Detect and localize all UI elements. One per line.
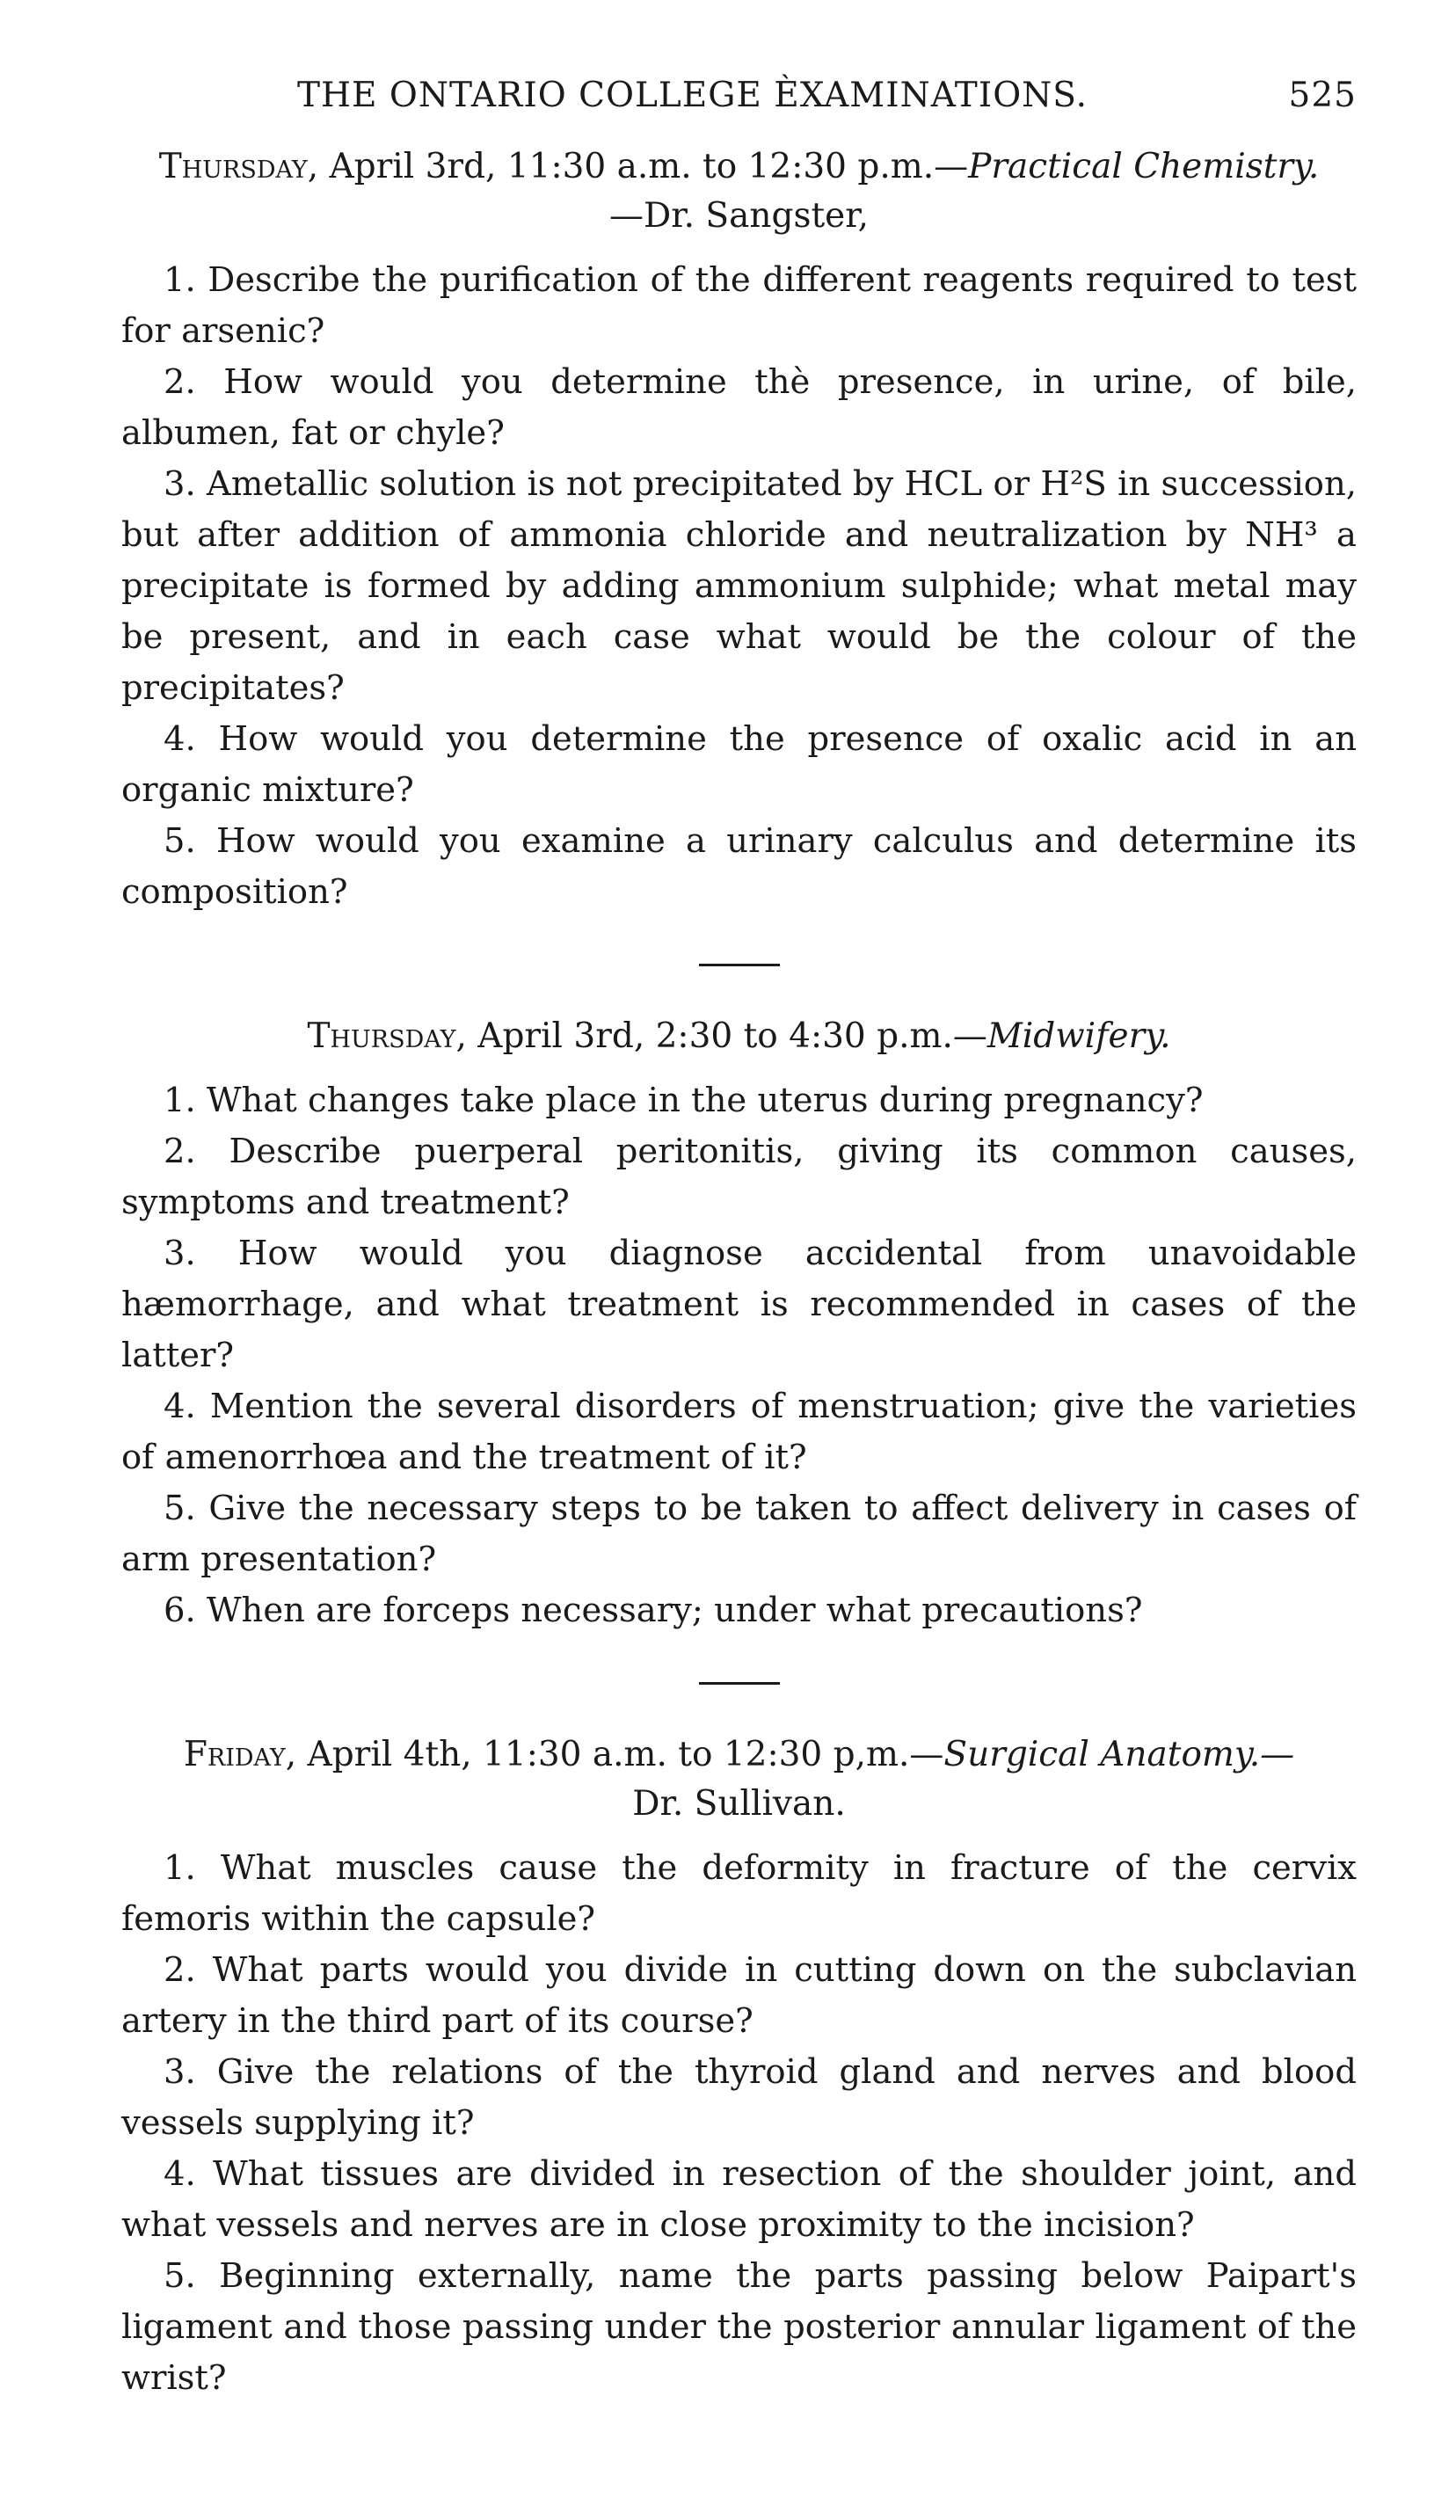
question-item: 2. Describe puerperal peritonitis, giving its common causes, symptoms and treatment? bbox=[121, 1132, 1357, 1222]
section-heading bbox=[121, 142, 1357, 241]
document-page bbox=[121, 70, 1357, 2404]
section-examiner: —Dr. Sangster, bbox=[609, 196, 869, 236]
question-item: 4. Mention the several disorders of menstruation; give the varieties of amenorrhœa and the treatment of it? bbox=[121, 1387, 1357, 1477]
section-day: Friday, bbox=[183, 1735, 297, 1774]
exam-section-practical-chemistry bbox=[121, 142, 1357, 918]
question-item: 6. When are forceps necessary; under what precautions? bbox=[164, 1591, 1143, 1630]
section-heading bbox=[121, 1730, 1357, 1829]
running-header bbox=[121, 70, 1357, 132]
section-subject: Surgical Anatomy.— bbox=[943, 1735, 1295, 1774]
section-subject: Practical Chemistry. bbox=[968, 147, 1320, 186]
section-date-time: April 4th, 11:30 a.m. to 12:30 p,m.— bbox=[296, 1735, 944, 1774]
section-day: Thursday, bbox=[158, 147, 319, 186]
question-item: 4. How would you determine the presence of oxalic acid in an organic mixture? bbox=[121, 719, 1357, 810]
section-subject: Midwifery. bbox=[986, 1016, 1171, 1056]
section-date-time: April 3rd, 2:30 to 4:30 p.m.— bbox=[466, 1016, 987, 1056]
question-item: 5. How would you examine a urinary calculus and determine its composition? bbox=[121, 821, 1357, 912]
question-item: 1. Describe the purification of the different reagents required to test for arsenic? bbox=[121, 260, 1357, 351]
section-examiner: Dr. Sullivan. bbox=[632, 1784, 846, 1824]
section-divider bbox=[699, 1682, 780, 1685]
section-day: Thursday, bbox=[307, 1016, 467, 1056]
page-number: 525 bbox=[1288, 76, 1357, 115]
question-item: 2. What parts would you divide in cutting down on the subclavian artery in the third part of its course? bbox=[121, 1950, 1357, 2041]
question-item: 5. Beginning externally, name the parts passing below Paipart's ligament and those passing under the posterior annular ligament of the wrist? bbox=[121, 2256, 1357, 2398]
question-item: 4. What tissues are divided in resection of the shoulder joint, and what vessels and nerves are in close proximity to the incision? bbox=[121, 2154, 1357, 2245]
exam-section-surgical-anatomy bbox=[121, 1730, 1357, 2404]
question-item: 5. Give the necessary steps to be taken to affect delivery in cases of arm presentation? bbox=[121, 1489, 1357, 1579]
question-item: 3. How would you diagnose accidental from unavoidable hæmorrhage, and what treatment is recommended in cases of the latter? bbox=[121, 1234, 1357, 1375]
section-date-time: April 3rd, 11:30 a.m. to 12:30 p.m.— bbox=[318, 147, 969, 186]
question-item: 1. What muscles cause the deformity in fracture of the cervix femoris within the capsule? bbox=[121, 1848, 1357, 1939]
section-heading bbox=[121, 1012, 1357, 1061]
running-title: THE ONTARIO COLLEGE ÈXAMINATIONS. bbox=[297, 76, 1088, 115]
question-item: 2. How would you determine thè presence, in urine, of bile, albumen, fat or chyle? bbox=[121, 362, 1357, 453]
exam-section-midwifery bbox=[121, 1012, 1357, 1636]
question-item: 3. Ametallic solution is not precipitated by HCL or H²S in succession, but after addition of ammonia chloride and neutralization by NH³ a precipitate is formed by adding ammonium sulphide; what metal may be present, and in each case what would be the colour of the precipitates? bbox=[121, 464, 1357, 708]
question-item: 3. Give the relations of the thyroid gland and nerves and blood vessels supplying it? bbox=[121, 2052, 1357, 2143]
question-item: 1. What changes take place in the uterus during pregnancy? bbox=[164, 1081, 1204, 1120]
section-divider bbox=[699, 964, 780, 966]
